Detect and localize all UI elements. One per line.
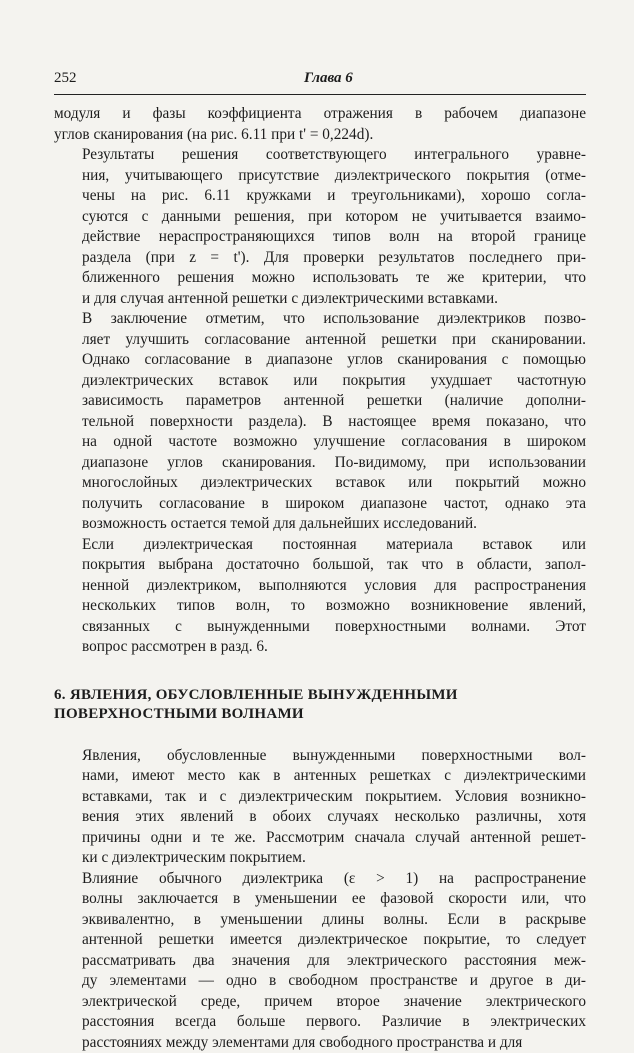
paragraph — [54, 869, 586, 1053]
text-after-section — [54, 746, 586, 1053]
paragraph — [54, 309, 586, 535]
page-header — [54, 70, 586, 95]
text-line: ния, учитывающего присутствие диэлектрического покрытия (отме- — [54, 166, 586, 187]
text-line: Влияние обычного диэлектрика (ε > 1) на распространение — [54, 869, 586, 890]
text-line: тельной поверхности раздела). В настоящее время показано, что — [54, 412, 586, 433]
paragraph — [54, 535, 586, 658]
text-line: рассматривать два значения для электрического расстояния меж- — [54, 951, 586, 972]
text-before-section — [54, 104, 586, 658]
text-line: ду элементами — одно в свободном пространстве и другое в ди- — [54, 971, 586, 992]
text-line: В заключение отметим, что использование диэлектриков позво- — [54, 309, 586, 330]
text-line: и для случая антенной решетки с диэлектрическими вставками. — [54, 289, 586, 310]
text-line: Результаты решения соответствующего интегрального уравне- — [54, 145, 586, 166]
text-line: модуля и фазы коэффициента отражения в рабочем диапазоне — [54, 104, 586, 125]
text-line: диапазоне углов сканирования. По-видимому, при использовании — [54, 453, 586, 474]
text-line: ненной диэлектриком, выполняются условия для распространения — [54, 576, 586, 597]
text-line: ближенного решения можно использовать те же критерии, что — [54, 268, 586, 289]
text-line: расстояния всегда больше первого. Различие в электрических — [54, 1012, 586, 1033]
text-line: покрытия выбрана достаточно большой, так что в области, запол- — [54, 555, 586, 576]
section-title — [54, 686, 586, 724]
text-line: нескольких типов волн, то возможно возникновение явлений, — [54, 596, 586, 617]
text-line: антенной решетки имеется диэлектрическое покрытие, то следует — [54, 930, 586, 951]
text-line: электрической среде, причем второе значение электрического — [54, 992, 586, 1013]
page-number: 252 — [54, 70, 77, 87]
text-line: диэлектрических вставок или покрытия ухудшает частотную — [54, 371, 586, 392]
paragraph — [54, 145, 586, 309]
text-line: нами, имеют место как в антенных решетках с диэлектрическими — [54, 766, 586, 787]
text-line: ки с диэлектрическим покрытием. — [54, 848, 586, 869]
text-line: зависимость параметров антенной решетки (наличие дополни- — [54, 391, 586, 412]
running-head: Глава 6 — [304, 70, 353, 87]
text-line: эквивалентно, в уменьшении длины волны. Если в раскрыве — [54, 910, 586, 931]
text-line: вения этих явлений в обоих случаях несколько различны, хотя — [54, 807, 586, 828]
text-line: Явления, обусловленные вынужденными поверхностными вол- — [54, 746, 586, 767]
text-line: возможность остается темой для дальнейших исследований. — [54, 514, 586, 535]
text-line: углов сканирования (на рис. 6.11 при t' = 0,224d). — [54, 125, 586, 146]
paragraph — [54, 104, 586, 145]
text-line: расстояниях между элементами для свободного пространства и для — [54, 1033, 586, 1053]
section-title-line: 6. ЯВЛЕНИЯ, ОБУСЛОВЛЕННЫЕ ВЫНУЖДЕННЫМИ — [54, 686, 586, 705]
section-title-line: ПОВЕРХНОСТНЫМИ ВОЛНАМИ — [54, 705, 586, 724]
text-line: связанных с вынужденными поверхностными волнами. Этот — [54, 617, 586, 638]
page-body — [54, 104, 586, 1053]
text-line: вопрос рассмотрен в разд. 6. — [54, 637, 586, 658]
text-line: Однако согласование в диапазоне углов сканирования с помощью — [54, 350, 586, 371]
text-line: на одной частоте возможно улучшение согласования в широком — [54, 432, 586, 453]
text-line: ляет улучшить согласование антенной решетки при сканировании. — [54, 330, 586, 351]
text-line: суются с данными решения, при котором не учитывается взаимо- — [54, 207, 586, 228]
text-line: чены на рис. 6.11 кружками и треугольниками), хорошо согла- — [54, 186, 586, 207]
text-line: причины одни и те же. Рассмотрим сначала случай антенной решет- — [54, 828, 586, 849]
text-line: действие нераспространяющихся типов волн на второй границе — [54, 227, 586, 248]
text-line: Если диэлектрическая постоянная материала вставок или — [54, 535, 586, 556]
paragraph — [54, 746, 586, 869]
text-line: получить согласование в широком диапазоне частот, однако эта — [54, 494, 586, 515]
text-line: многослойных диэлектрических вставок или покрытий можно — [54, 473, 586, 494]
text-line: волны заключается в уменьшении ее фазовой скорости или, что — [54, 889, 586, 910]
text-line: раздела (при z = t'). Для проверки результатов последнего при- — [54, 248, 586, 269]
text-line: вставками, так и с диэлектрическим покрытием. Условия возникно- — [54, 787, 586, 808]
